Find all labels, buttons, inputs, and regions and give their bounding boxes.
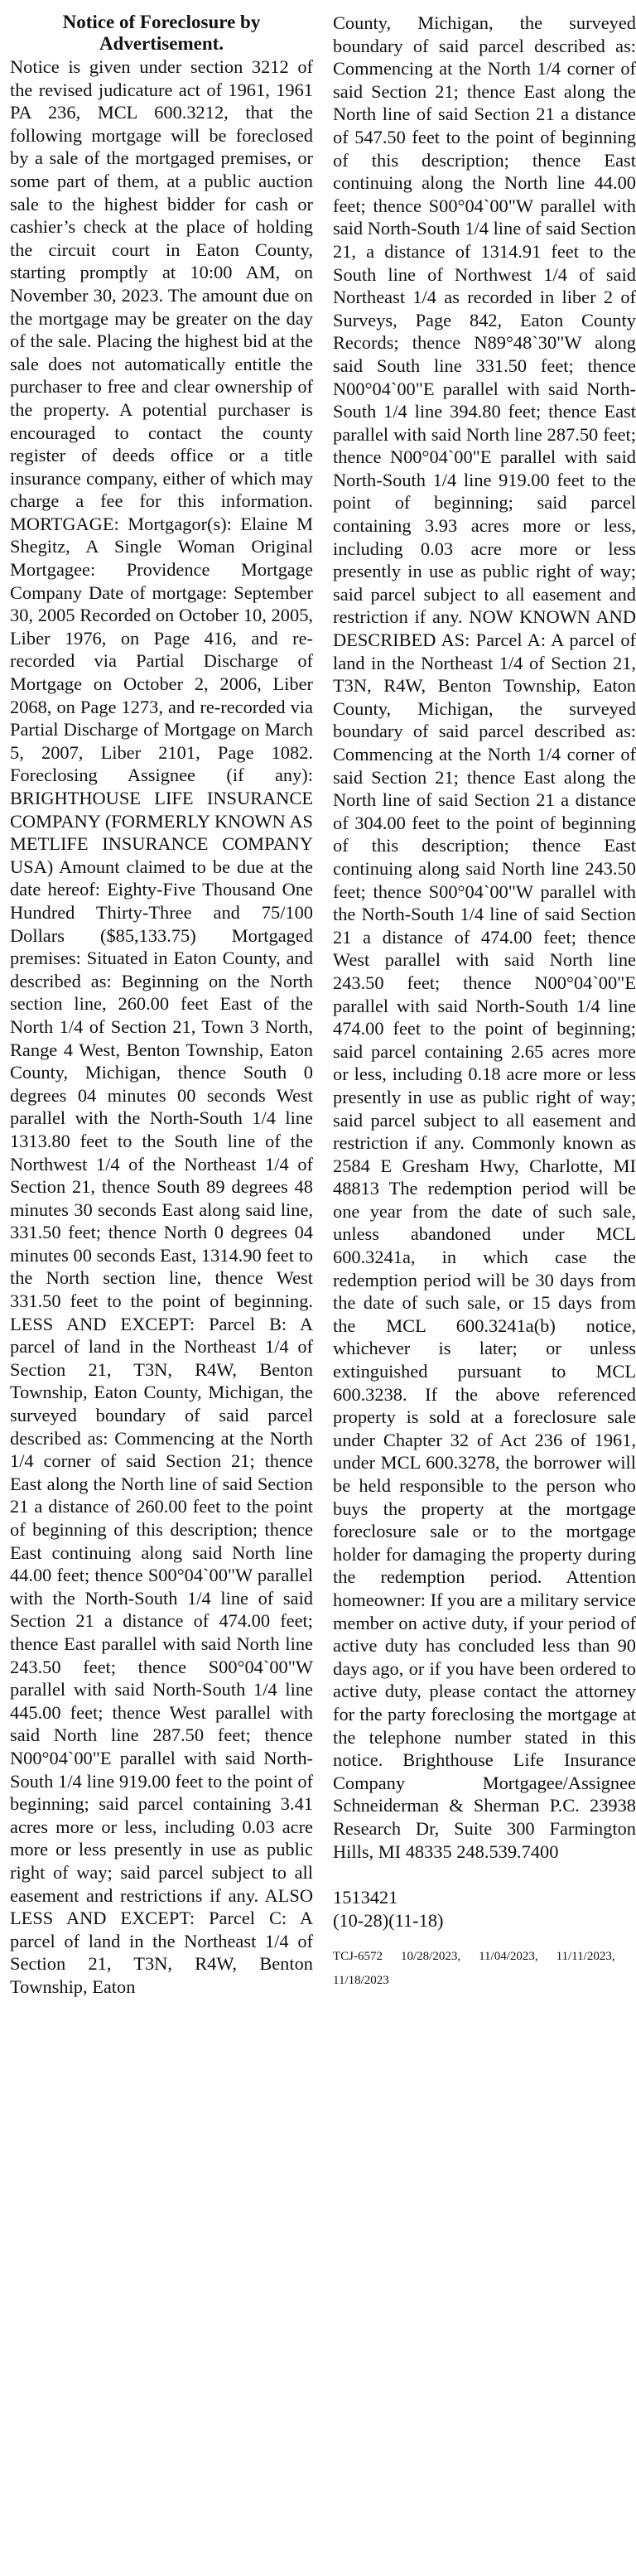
- column-left: [10, 12, 313, 2569]
- notice-body-right: County, Michigan, the surveyed boundary of said parcel described as: Commencing at the North 1/4 corner of said Section 21; thence East along the North line of said Section 21 a distance of 547.50 feet to the point of beginning of this description; thence East continuing along the North line 44.00 feet; thence S00°04`00"W parallel with said North-South 1/4 line of said Section 21, a distance of 1314.91 feet to the South line of Northwest 1/4 of said Northeast 1/4 as recorded in liber 2 of Surveys, Page 842, Eaton County Records; thence N89°48`30"W along said South line 331.50 feet; thence N00°04`00"E parallel with said North-South 1/4 line 394.80 feet; thence East parallel with said North line 287.50 feet; thence N00°04`00"E parallel with said North-South 1/4 line 919.00 feet to the point of beginning; said parcel containing 3.93 acres more or less, including 0.03 acre more or less presently in use as public right of way; said parcel subject to all easement and restriction if any. NOW KNOWN AND DESCRIBED AS: Parcel A: A parcel of land in the Northeast 1/4 of Section 21, T3N, R4W, Benton Township, Eaton County, Michigan, the surveyed boundary of said parcel described as: Commencing at the North 1/4 corner of said Section 21; thence East along the North line of said Section 21 a distance of 304.00 feet to the point of beginning of this description; thence East continuing along said North line 243.50 feet; thence S00°04`00"W parallel with the North-South 1/4 line of said Section 21 a distance of 474.00 feet; thence West parallel with said North line 243.50 feet; thence N00°04`00"E parallel with said North-South 1/4 line 474.00 feet to the point of beginning; said parcel containing 2.65 acres more or less, including 0.18 acre more or less presently in use as public right of way; said parcel subject to all easement and restriction if any. Commonly known as 2584 E Gresham Hwy, Charlotte, MI 48813 The redemption period will be one year from the date of such sale, unless abandoned under MCL 600.3241a, in which case the redemption period will be 30 days from the date of such sale, or 15 days from the MCL 600.3241a(b) notice, whichever is later; or unless extinguished pursuant to MCL 600.3238. If the above referenced property is sold at a foreclosure sale under Chapter 32 of Act 236 of 1961, under MCL 600.3278, the borrower will be held responsible to the person who buys the property at the mortgage foreclosure sale or to the mortgage holder for damaging the property during the redemption period. Attention homeowner: If you are a military service member on active duty, if your period of active duty has concluded less than 90 days ago, or if you have been ordered to active duty, please contact the attorney for the party foreclosing the mortgage at the telephone number stated in this notice. Brighthouse Life Insurance Company Mortgagee/Assignee Schneiderman & Sherman P.C. 23938 Research Dr, Suite 300 Farmington Hills, MI 48335 248.539.7400: [333, 12, 636, 1862]
- reference-dates: (10-28)(11-18): [333, 1909, 444, 1931]
- publication-date: 11/18/2023: [333, 1974, 389, 1988]
- notice-title: Notice of Foreclosure by Advertisement.: [62, 12, 261, 54]
- reference-number: 1513421: [333, 1887, 398, 1908]
- notice-body-left: Notice is given under section 3212 of the revised judicature act of 1961, 1961 PA 236, MCL 600.3212, that the following mortgage will be foreclosed by a sale of the mortgaged premises, or some part of them, at a public auction sale to the highest bidder for cash or cashier’s check at the place of holding the circuit court in Eaton County, starting promptly at 10:00 AM, on November 30, 2023. The amount due on the mortgage may be greater on the day of the sale. Placing the highest bid at the sale does not automatically entitle the purchaser to free and clear ownership of the property. A potential purchaser is encouraged to contact the county register of deeds office or a title insurance company, either of which may charge a fee for this information. MORTGAGE: Mortgagor(s): Elaine M Shegitz, A Single Woman Original Mortgagee: Providence Mortgage Company Date of mortgage: September 30, 2005 Recorded on October 10, 2005, Liber 1976, on Page 416, and re-recorded via Partial Discharge of Mortgage on October 2, 2006, Liber 2068, on Page 1273, and re-recorded via Partial Discharge of Mortgage on March 5, 2007, Liber 2101, Page 1082. Foreclosing Assignee (if any): BRIGHTHOUSE LIFE INSURANCE COMPANY (FORMERLY KNOWN AS METLIFE INSURANCE COMPANY USA) Amount claimed to be due at the date hereof: Eighty-Five Thousand One Hundred Thirty-Three and 75/100 Dollars ($85,133.75) Mortgaged premises: Situated in Eaton County, and described as: Beginning on the North section line, 260.00 feet East of the North 1/4 of Section 21, Town 3 North, Range 4 West, Benton Township, Eaton County, Michigan, thence South 0 degrees 04 minutes 00 seconds West parallel with the North-South 1/4 line 1313.80 feet to the South line of the Northwest 1/4 of the Northeast 1/4 of Section 21, thence South 89 degrees 48 minutes 30 seconds East along said line, 331.50 feet; thence North 0 degrees 04 minutes 00 seconds East, 1314.90 feet to the North section line, thence West 331.50 feet to the point of beginning. LESS AND EXCEPT: Parcel B: A parcel of land in the Northeast 1/4 of Section 21, T3N, R4W, Benton Township, Eaton County, Michigan, the surveyed boundary of said parcel described as: Commencing at the North 1/4 corner of said Section 21; thence East along the North line of said Section 21 a distance of 260.00 feet to the point of beginning of this description; thence East continuing along said North line 44.00 feet; thence S00°04`00"W parallel with the North-South 1/4 line of said Section 21 a distance of 474.00 feet; thence East parallel with said North line 243.50 feet; thence S00°04`00"W parallel with said North-South 1/4 line 445.00 feet; thence West parallel with said North line 287.50 feet; thence N00°04`00"E parallel with said North-South 1/4 line 919.00 feet to the point of beginning; said parcel containing 3.41 acres more or less, including 0.03 acre more or less presently in use as public right of way; said parcel subject to all easement and restrictions if any. ALSO LESS AND EXCEPT: Parcel C: A parcel of land in the Northeast 1/4 of Section 21, T3N, R4W, Benton Township, Eaton: [10, 56, 313, 1997]
- publication-footer: [333, 1945, 636, 1993]
- footer-code: TCJ-6572: [333, 1950, 383, 1964]
- notice-columns: [10, 12, 636, 2569]
- publication-date: 10/28/2023,: [401, 1950, 461, 1964]
- publication-date: 11/04/2023,: [479, 1950, 538, 1964]
- publication-date: 11/11/2023,: [556, 1950, 615, 1964]
- spacer: [333, 1863, 636, 1886]
- column-right: [333, 12, 636, 2569]
